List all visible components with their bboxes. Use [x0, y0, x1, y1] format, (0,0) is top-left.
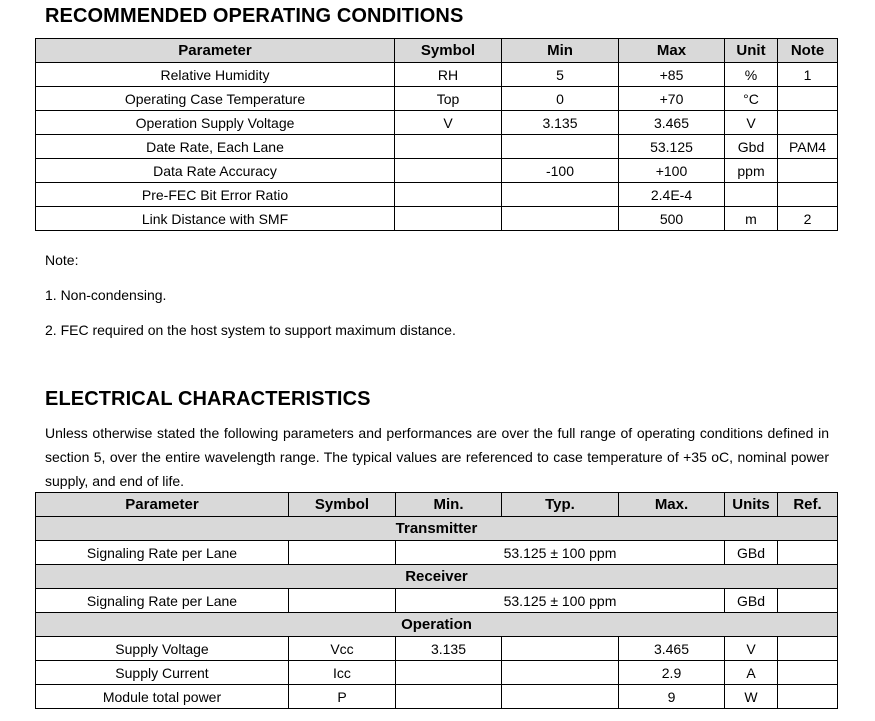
elec-header-ref: Ref. [778, 493, 838, 517]
cell-units: W [725, 685, 778, 709]
table-row [36, 159, 838, 183]
cell-parameter: Supply Voltage [36, 637, 289, 661]
note-item: 2. FEC required on the host system to support maximum distance. [45, 322, 456, 338]
cell-note [778, 111, 838, 135]
table-row [36, 111, 838, 135]
cell-typ [502, 685, 619, 709]
cell-symbol: Vcc [289, 637, 396, 661]
cell-max: 500 [619, 207, 725, 231]
roc-header-parameter: Parameter [36, 39, 395, 63]
cell-value: 53.125 ± 100 ppm [396, 589, 725, 613]
cell-ref [778, 685, 838, 709]
cell-value: 53.125 ± 100 ppm [396, 541, 725, 565]
table-row [36, 661, 838, 685]
roc-title: RECOMMENDED OPERATING CONDITIONS [45, 5, 464, 27]
cell-max: 2.4E-4 [619, 183, 725, 207]
cell-symbol [395, 159, 502, 183]
roc-header-note: Note [778, 39, 838, 63]
cell-parameter: Operating Case Temperature [36, 87, 395, 111]
cell-unit: °C [725, 87, 778, 111]
cell-parameter: Relative Humidity [36, 63, 395, 87]
elec-intro: Unless otherwise stated the following parameters and performances are over the full range of operating conditions defined in section 5, over the entire wavelength range. The typical values are referenced to case temperature of +35 oC, nominal power supply, and end of life. [45, 425, 829, 489]
elec-header-parameter: Parameter [36, 493, 289, 517]
cell-parameter: Supply Current [36, 661, 289, 685]
cell-symbol: V [395, 111, 502, 135]
cell-parameter: Data Rate Accuracy [36, 159, 395, 183]
cell-max: +70 [619, 87, 725, 111]
section-label-transmitter: Transmitter [36, 517, 838, 541]
table-row [36, 183, 838, 207]
cell-min [396, 661, 502, 685]
cell-units: A [725, 661, 778, 685]
cell-note [778, 87, 838, 111]
roc-header-unit: Unit [725, 39, 778, 63]
cell-symbol: Icc [289, 661, 396, 685]
cell-max: 9 [619, 685, 725, 709]
cell-max: +100 [619, 159, 725, 183]
cell-units: V [725, 637, 778, 661]
section-row-transmitter [36, 517, 838, 541]
elec-header-symbol: Symbol [289, 493, 396, 517]
cell-max: 3.465 [619, 111, 725, 135]
cell-ref [778, 637, 838, 661]
table-row [36, 87, 838, 111]
cell-unit: m [725, 207, 778, 231]
section-row-receiver [36, 565, 838, 589]
cell-min [396, 685, 502, 709]
cell-max: 53.125 [619, 135, 725, 159]
notes-heading: Note: [45, 252, 79, 268]
cell-min [502, 207, 619, 231]
cell-symbol [289, 541, 396, 565]
cell-parameter: Link Distance with SMF [36, 207, 395, 231]
cell-parameter: Pre-FEC Bit Error Ratio [36, 183, 395, 207]
cell-symbol: Top [395, 87, 502, 111]
cell-unit: V [725, 111, 778, 135]
cell-min: 3.135 [502, 111, 619, 135]
cell-symbol [395, 183, 502, 207]
table-row [36, 685, 838, 709]
cell-parameter: Operation Supply Voltage [36, 111, 395, 135]
cell-max: 3.465 [619, 637, 725, 661]
cell-min: 3.135 [396, 637, 502, 661]
cell-unit [725, 183, 778, 207]
cell-units: GBd [725, 589, 778, 613]
roc-table [35, 38, 838, 231]
cell-max: 2.9 [619, 661, 725, 685]
elec-header-units: Units [725, 493, 778, 517]
cell-units: GBd [725, 541, 778, 565]
cell-unit: Gbd [725, 135, 778, 159]
note-item: 1. Non-condensing. [45, 287, 167, 303]
cell-parameter: Date Rate, Each Lane [36, 135, 395, 159]
cell-note [778, 159, 838, 183]
cell-unit: % [725, 63, 778, 87]
cell-typ [502, 661, 619, 685]
table-row [36, 637, 838, 661]
table-row [36, 63, 838, 87]
elec-table [35, 492, 838, 709]
elec-header-max: Max. [619, 493, 725, 517]
section-label-receiver: Receiver [36, 565, 838, 589]
cell-note [778, 183, 838, 207]
section-row-operation [36, 613, 838, 637]
elec-header-typ: Typ. [502, 493, 619, 517]
elec-title: ELECTRICAL CHARACTERISTICS [45, 388, 371, 410]
elec-header-min: Min. [396, 493, 502, 517]
cell-min [502, 135, 619, 159]
section-label-operation: Operation [36, 613, 838, 637]
roc-header-min: Min [502, 39, 619, 63]
cell-note: 2 [778, 207, 838, 231]
cell-symbol [395, 135, 502, 159]
cell-max: +85 [619, 63, 725, 87]
cell-min: 0 [502, 87, 619, 111]
roc-header-row [36, 39, 838, 63]
cell-min: -100 [502, 159, 619, 183]
table-row [36, 541, 838, 565]
cell-ref [778, 541, 838, 565]
cell-note: 1 [778, 63, 838, 87]
cell-symbol: P [289, 685, 396, 709]
cell-unit: ppm [725, 159, 778, 183]
cell-min [502, 183, 619, 207]
roc-header-symbol: Symbol [395, 39, 502, 63]
cell-parameter: Module total power [36, 685, 289, 709]
cell-symbol: RH [395, 63, 502, 87]
cell-parameter: Signaling Rate per Lane [36, 589, 289, 613]
table-row [36, 589, 838, 613]
cell-ref [778, 661, 838, 685]
table-row [36, 207, 838, 231]
cell-parameter: Signaling Rate per Lane [36, 541, 289, 565]
elec-header-row [36, 493, 838, 517]
cell-symbol [289, 589, 396, 613]
cell-symbol [395, 207, 502, 231]
cell-typ [502, 637, 619, 661]
cell-min: 5 [502, 63, 619, 87]
cell-note: PAM4 [778, 135, 838, 159]
cell-ref [778, 589, 838, 613]
roc-header-max: Max [619, 39, 725, 63]
table-row [36, 135, 838, 159]
